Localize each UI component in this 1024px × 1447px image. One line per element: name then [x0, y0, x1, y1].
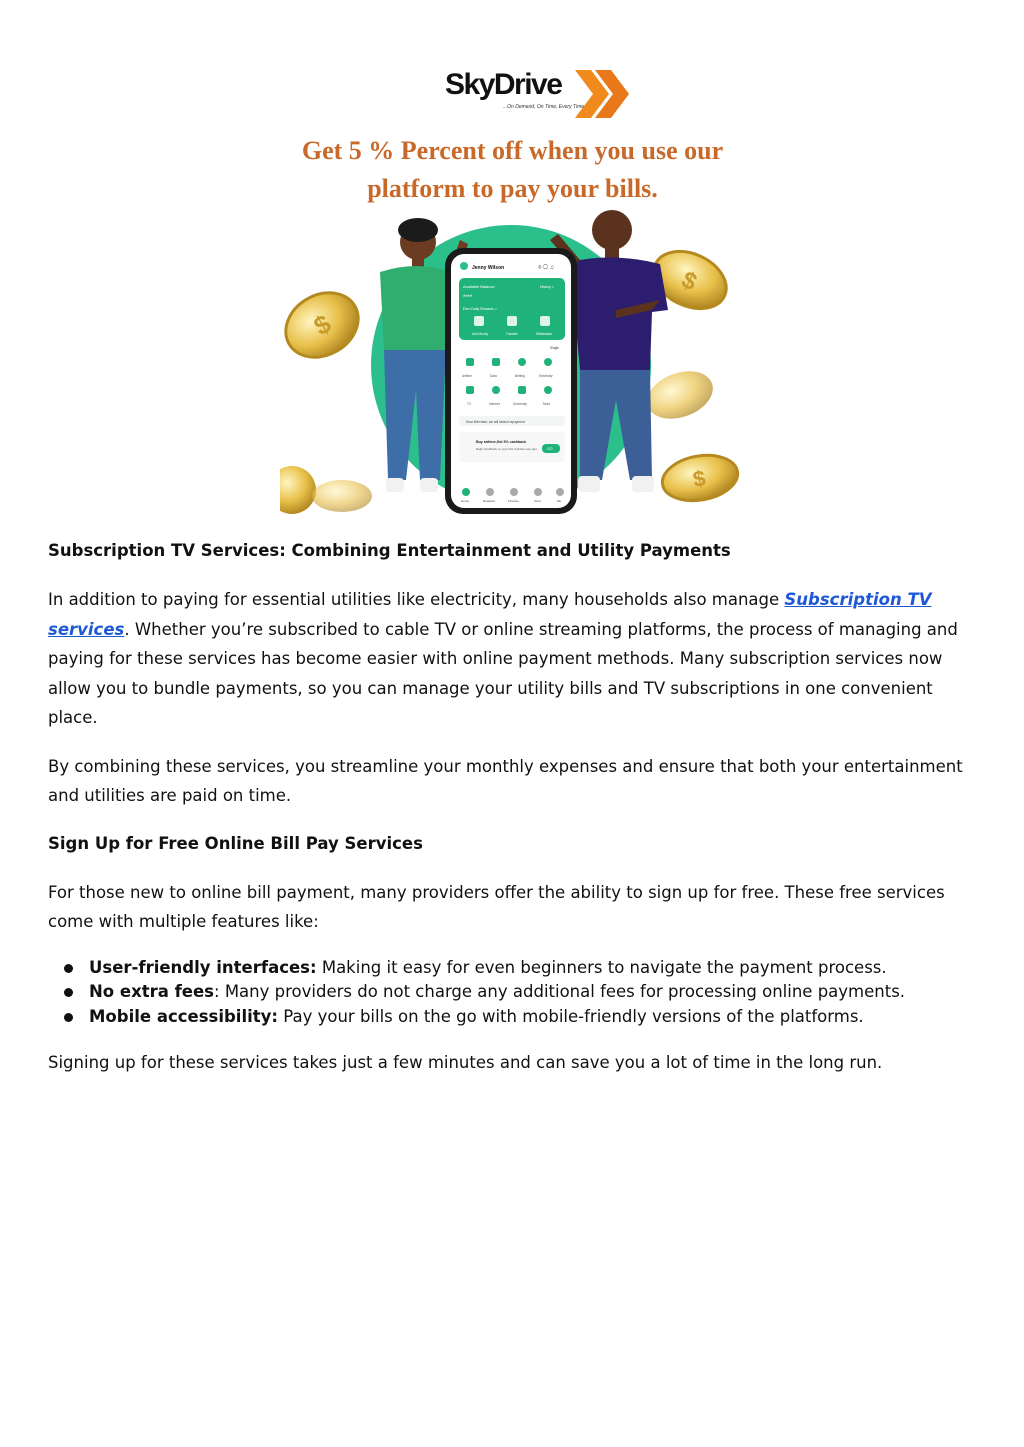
section-heading-subscription-tv: Subscription TV Services: Combining Entertainment and Utility Payments [48, 541, 731, 560]
svg-text:⌾ ▢ ♫: ⌾ ▢ ♫ [538, 265, 555, 271]
phone-service-data: Data [490, 374, 497, 378]
feature-text: Making it easy for even beginners to navigate the payment process. [316, 957, 887, 977]
coin-icon [280, 280, 370, 370]
phone-balance-label: Available Balance [463, 284, 495, 289]
svg-text:$: $ [308, 308, 336, 342]
phone-nav-finance: Finance [508, 499, 519, 503]
paragraph-subscription-intro [48, 585, 976, 733]
phone-action-2: Transfer [506, 332, 518, 336]
coin-icon [312, 480, 372, 512]
phone-service-university: University [513, 402, 527, 406]
paragraph-closing: Signing up for these services takes just a few minutes and can save you a lot of time in the long run. [48, 1053, 883, 1072]
phone-promo-go: GO [547, 447, 553, 451]
bullet-icon [64, 988, 73, 997]
bullet-icon [64, 964, 73, 973]
phone-action-3: Withdrawal [536, 332, 552, 336]
logo-tagline: ...On Demand, On Time, Every Time [503, 104, 585, 110]
phone-service-electricity: Electricity [539, 374, 553, 378]
article-body [48, 537, 976, 1097]
list-item [48, 956, 976, 981]
feature-text: Pay your bills on the go with mobile-friendly versions of the platforms. [278, 1006, 864, 1026]
chevrons-icon [575, 70, 645, 118]
p1-text-before: In addition to paying for essential utilities like electricity, many households also manage [48, 590, 785, 609]
feature-title: No extra fees [89, 982, 215, 1001]
promo-headline [280, 132, 745, 208]
feature-title: Mobile accessibility: [89, 1006, 279, 1026]
phone-notice: Dear Merchant, we will deduct repayment [466, 420, 525, 424]
phone-nav-rewards: Rewards [483, 499, 495, 503]
phone-nav-card: Card [534, 499, 541, 503]
phone-rewards: Earn Daily Rewards > [463, 307, 497, 311]
list-item [48, 980, 976, 1005]
phone-user-name: Jenny Wilson [472, 265, 505, 271]
phone-action-1: Add Money [472, 332, 489, 336]
phone-nav-me: Me [557, 499, 562, 503]
phone-mockup [445, 248, 577, 514]
promo-headline-line2: platform to pay your bills. [367, 174, 658, 203]
phone-service-airtime: Airtime [462, 374, 472, 378]
subscription-tv-services-link[interactable]: Subscription TV services [48, 590, 932, 639]
phone-nav-home: Home [461, 499, 470, 503]
phone-promo-title: Buy airtime,Get 3% cashback [476, 440, 527, 444]
phone-history: History > [540, 285, 554, 289]
promo-banner [280, 50, 745, 520]
paragraph-combining-services: By combining these services, you streamline your monthly expenses and ensure that both your entertainment and utilities are paid on time. [48, 756, 963, 805]
list-item [48, 1005, 976, 1030]
features-list [48, 956, 976, 1030]
svg-text:$: $ [691, 465, 708, 493]
skydrive-logo[interactable] [445, 60, 625, 120]
phone-service-internet: Internet [489, 402, 500, 406]
coin-icon [641, 363, 720, 428]
phone-service-tv: TV [467, 402, 472, 406]
svg-text:$: $ [677, 266, 701, 297]
feature-text: : Many providers do not charge any additional fees for processing online payments. [214, 982, 906, 1001]
feature-title: User-friendly interfaces: [89, 957, 317, 977]
coin-icon [659, 450, 741, 507]
promo-illustration [280, 200, 745, 520]
phone-single: Single [550, 346, 559, 350]
phone-service-betting: Betting [515, 374, 525, 378]
p1-text-after: . Whether you’re subscribed to cable TV or online streaming platforms, the process of managing and paying for these services has become easier with online payment methods. Many subscription services now allow you to bundle payments, so you can manage your utility bills and TV subscriptions in one convenient place. [48, 619, 958, 727]
phone-service-more: More [543, 402, 551, 406]
section-heading-sign-up: Sign Up for Free Online Bill Pay Services [48, 833, 423, 853]
coin-icon [280, 466, 316, 514]
bullet-icon [64, 1013, 73, 1022]
promo-headline-line1: Get 5 % Percent off when you use our [301, 136, 724, 165]
paragraph-sign-up-intro: For those new to online bill payment, many providers offer the ability to sign up for free. These free services come with multiple features like: [48, 882, 945, 931]
phone-promo-sub: Daily Cashback on your first 3 Airtime top-ups [476, 447, 537, 451]
logo-brand-text: SkyDrive [445, 68, 562, 101]
phone-balance-masked: **** [463, 295, 473, 301]
